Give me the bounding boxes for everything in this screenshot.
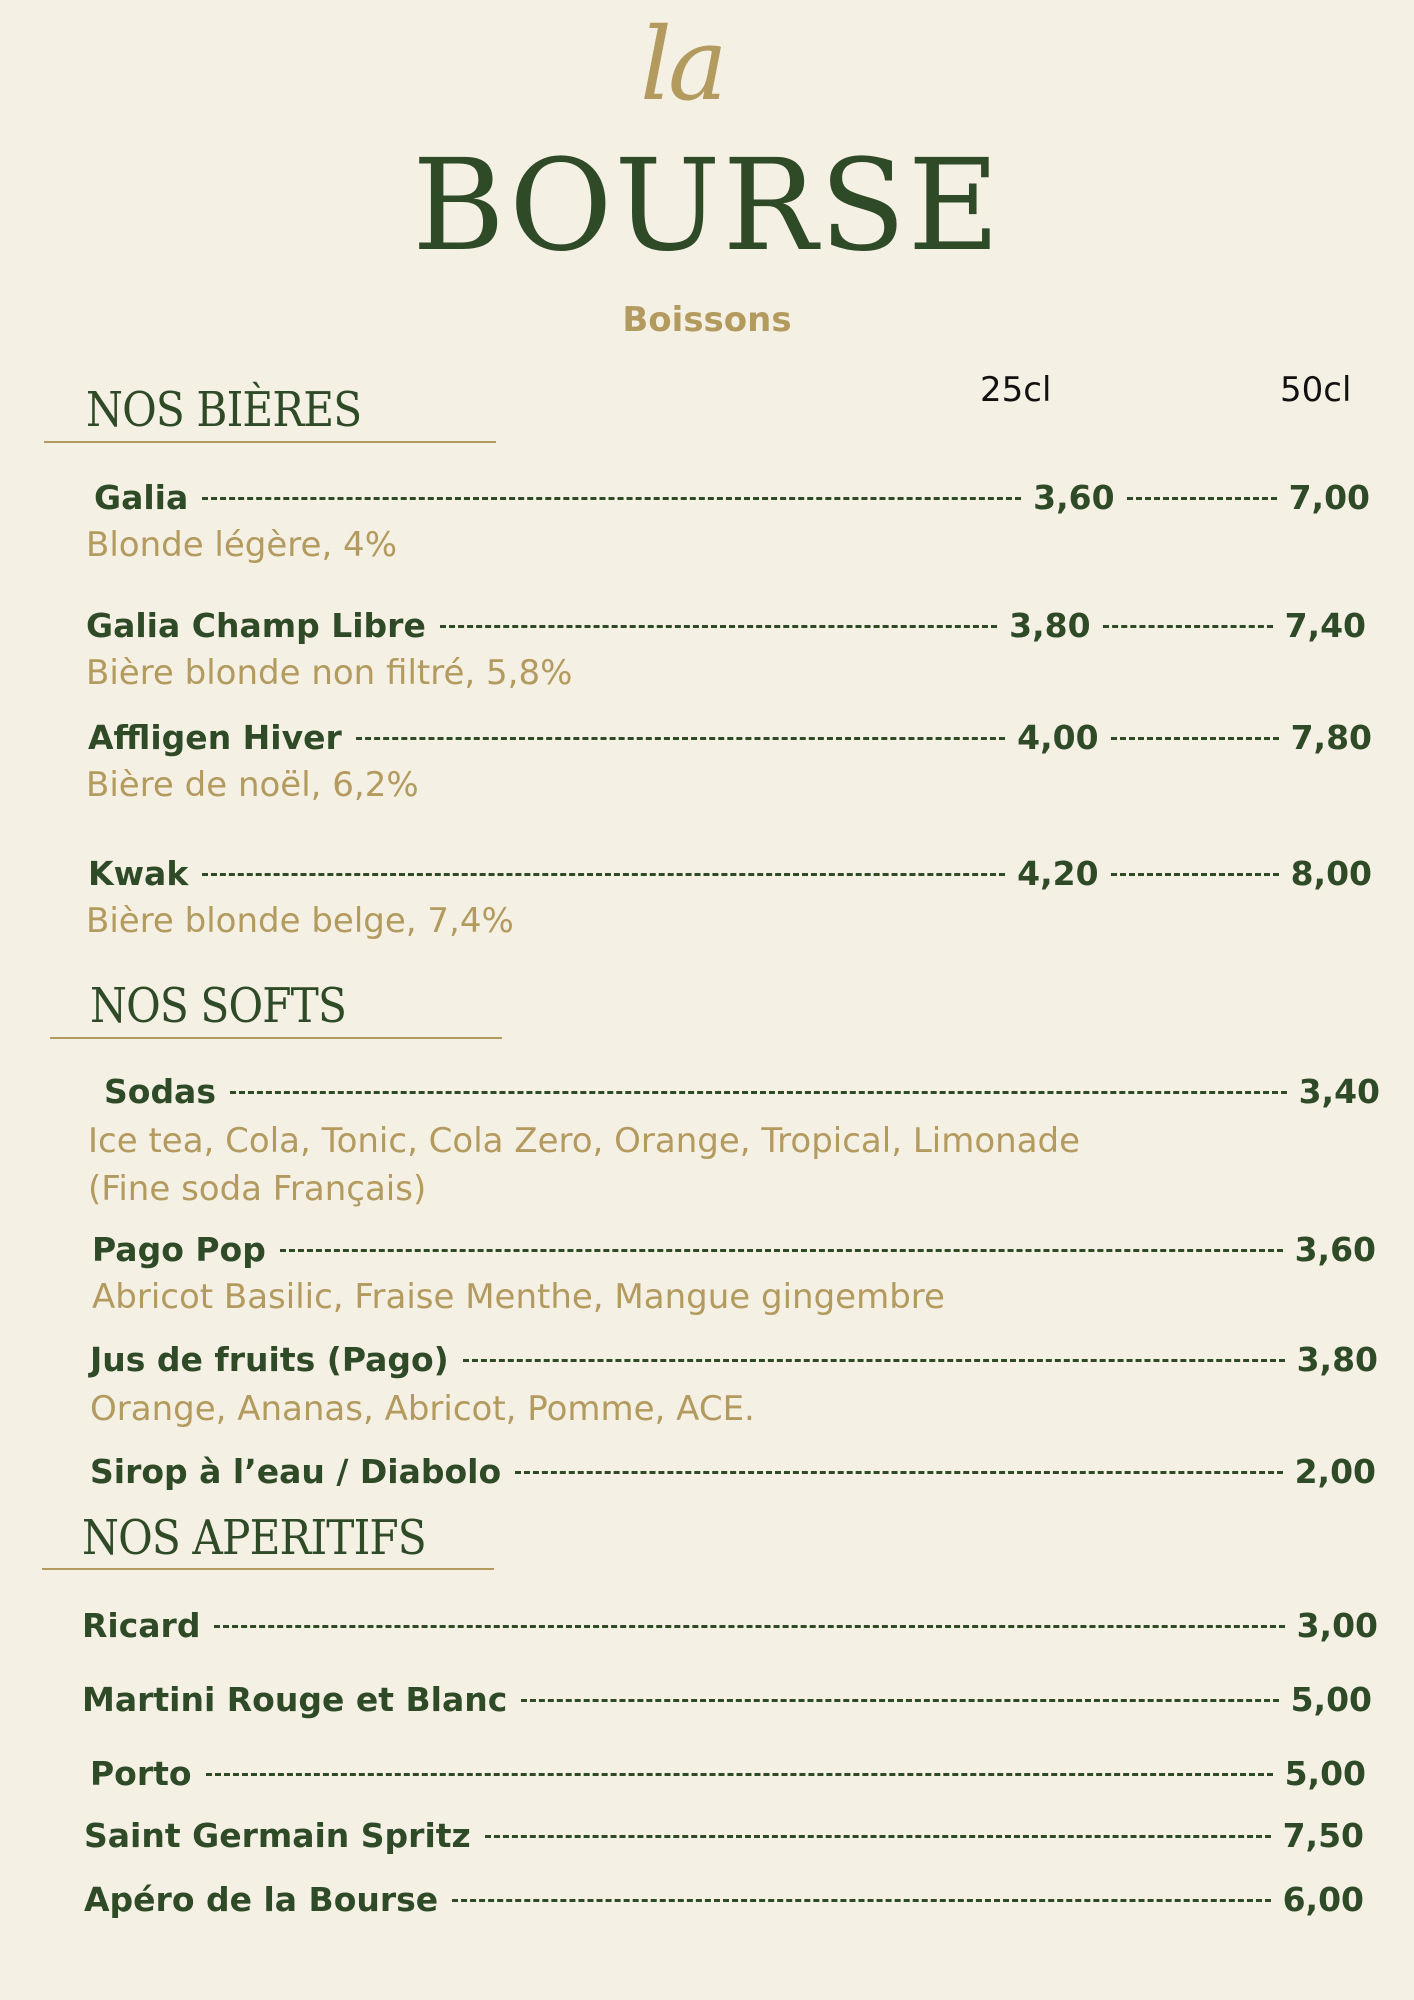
dotted-leader xyxy=(202,873,1005,876)
beer-name: Galia Champ Libre xyxy=(86,606,426,645)
aperitif-name: Apéro de la Bourse xyxy=(84,1880,439,1919)
section-divider xyxy=(50,1037,502,1039)
logo-bourse: BOURSE xyxy=(412,132,1002,279)
dotted-leader xyxy=(452,1899,1270,1902)
soft-row-sirop xyxy=(90,1450,1376,1494)
price: 5,00 xyxy=(1284,1754,1366,1793)
section-title-softs: NOS SOFTS xyxy=(90,978,347,1034)
dotted-leader xyxy=(1111,873,1279,876)
beer-name: Galia xyxy=(94,478,189,517)
beer-name: Kwak xyxy=(88,854,189,893)
beer-row-affligen-hiver xyxy=(88,716,1372,760)
aperitif-name: Ricard xyxy=(82,1606,201,1645)
beer-row-galia xyxy=(94,476,1370,520)
dotted-leader xyxy=(1127,497,1277,500)
price: 6,00 xyxy=(1282,1880,1364,1919)
dotted-leader xyxy=(280,1249,1283,1252)
dotted-leader xyxy=(485,1835,1271,1838)
soft-row-pago-pop xyxy=(92,1228,1376,1272)
soft-description: Ice tea, Cola, Tonic, Cola Zero, Orange, Tropical, Limonade xyxy=(88,1121,1081,1161)
dotted-leader xyxy=(230,1091,1287,1094)
price: 3,00 xyxy=(1296,1606,1378,1645)
aperitif-row-saint-germain xyxy=(84,1814,1364,1858)
dotted-leader xyxy=(206,1773,1273,1776)
beer-description: Bière blonde non filtré, 5,8% xyxy=(86,653,573,693)
aperitif-name: Martini Rouge et Blanc xyxy=(82,1680,508,1719)
soft-name: Jus de fruits (Pago) xyxy=(90,1340,449,1379)
logo-script-la: la xyxy=(640,6,724,123)
dotted-leader xyxy=(214,1625,1284,1628)
beer-description: Bière de noël, 6,2% xyxy=(86,765,419,805)
beer-description: Blonde légère, 4% xyxy=(86,525,397,565)
column-header-50cl: 50cl xyxy=(1280,370,1352,410)
price: 3,40 xyxy=(1298,1072,1380,1111)
aperitif-name: Porto xyxy=(90,1754,192,1793)
beer-row-galia-champ-libre xyxy=(86,604,1366,648)
soft-row-sodas xyxy=(104,1070,1380,1114)
soft-description: Abricot Basilic, Fraise Menthe, Mangue gingembre xyxy=(92,1277,945,1317)
dotted-leader xyxy=(356,737,1005,740)
price: 3,60 xyxy=(1294,1230,1376,1269)
aperitif-name: Saint Germain Spritz xyxy=(84,1816,471,1855)
dotted-leader xyxy=(515,1471,1282,1474)
price-25cl: 3,60 xyxy=(1033,478,1115,517)
beer-row-kwak xyxy=(88,852,1372,896)
dotted-leader xyxy=(1111,737,1279,740)
price-25cl: 4,20 xyxy=(1017,854,1099,893)
section-title-aperitifs: NOS APERITIFS xyxy=(82,1510,426,1566)
soft-description-note: (Fine soda Français) xyxy=(88,1169,427,1209)
soft-description: Orange, Ananas, Abricot, Pomme, ACE. xyxy=(90,1389,755,1429)
price-25cl: 3,80 xyxy=(1009,606,1091,645)
price-50cl: 7,40 xyxy=(1284,606,1366,645)
soft-name: Sirop à l’eau / Diabolo xyxy=(90,1452,502,1491)
soft-row-jus-de-fruits xyxy=(90,1338,1378,1382)
beer-name: Affligen Hiver xyxy=(88,718,342,757)
soft-name: Pago Pop xyxy=(92,1230,266,1269)
aperitif-row-martini xyxy=(82,1678,1372,1722)
price: 3,80 xyxy=(1296,1340,1378,1379)
soft-name: Sodas xyxy=(104,1072,216,1111)
section-title-bieres: NOS BIÈRES xyxy=(86,382,362,438)
price-25cl: 4,00 xyxy=(1017,718,1099,757)
price-50cl: 7,80 xyxy=(1290,718,1372,757)
price: 2,00 xyxy=(1294,1452,1376,1491)
price-50cl: 8,00 xyxy=(1290,854,1372,893)
aperitif-row-porto xyxy=(90,1752,1366,1796)
price-50cl: 7,00 xyxy=(1288,478,1370,517)
aperitif-row-ricard xyxy=(82,1604,1378,1648)
page-subtitle: Boissons xyxy=(622,300,792,340)
price: 7,50 xyxy=(1282,1816,1364,1855)
dotted-leader xyxy=(463,1359,1285,1362)
price: 5,00 xyxy=(1290,1680,1372,1719)
section-divider xyxy=(42,1568,494,1570)
dotted-leader xyxy=(440,625,997,628)
beer-description: Bière blonde belge, 7,4% xyxy=(86,901,514,941)
dotted-leader xyxy=(1103,625,1273,628)
section-divider xyxy=(44,441,496,443)
aperitif-row-apero-bourse xyxy=(84,1878,1364,1922)
column-header-25cl: 25cl xyxy=(980,370,1052,410)
dotted-leader xyxy=(202,497,1021,500)
dotted-leader xyxy=(521,1699,1278,1702)
